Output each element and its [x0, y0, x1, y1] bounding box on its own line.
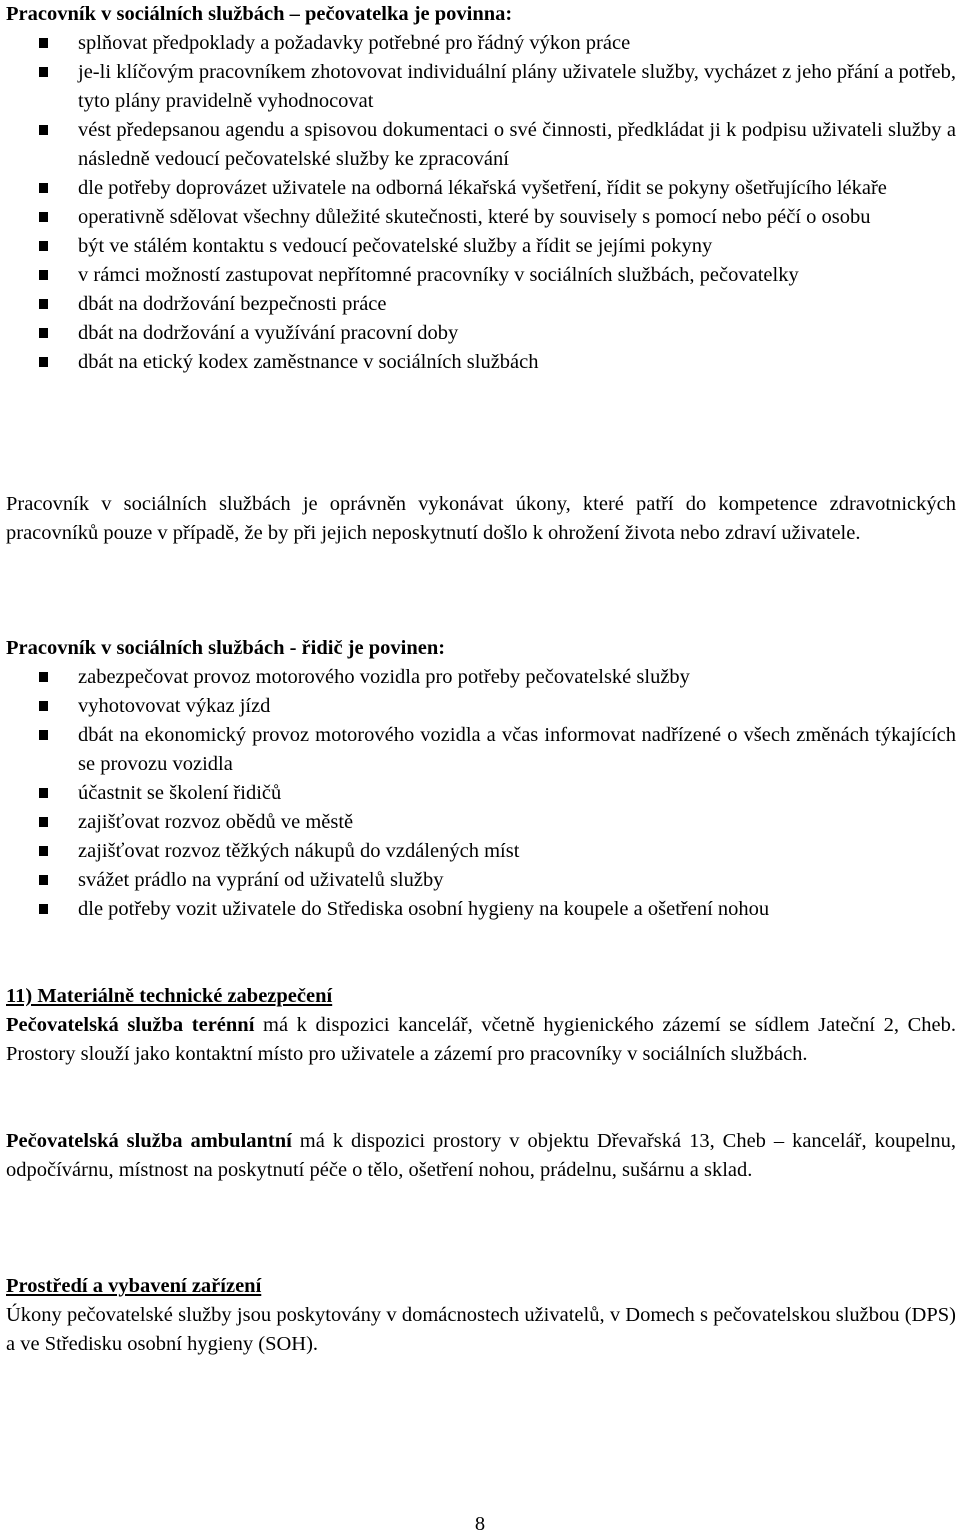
square-bullet-icon — [39, 701, 48, 711]
list-item-text: být ve stálém kontaktu s vedoucí pečovatelské služby a řídit se jejími pokyny — [78, 235, 713, 257]
competence-paragraph: Pracovník v sociálních službách je oprávněn vykonávat úkony, které patří do kompetence zdravotnických pracovníků pouze v případě, že by při jejich neposkytnutí došlo k ohrožení života nebo zdraví uživatele. — [6, 493, 956, 544]
list-item — [6, 866, 956, 895]
field-service-paragraph — [6, 1011, 956, 1069]
list-item-text: dbát na dodržování a využívání pracovní doby — [78, 322, 459, 344]
list-item — [6, 837, 956, 866]
list-item-text: splňovat předpoklady a požadavky potřebné pro řádný výkon práce — [78, 32, 631, 54]
square-bullet-icon — [39, 212, 48, 222]
square-bullet-icon — [39, 904, 48, 914]
field-service-label: Pečovatelská služba terénní — [6, 1014, 255, 1036]
list-item-text: dle potřeby vozit uživatele do Střediska osobní hygieny na koupele a ošetření nohou — [78, 898, 770, 920]
list-item-text: v rámci možností zastupovat nepřítomné pracovníky v sociálních službách, pečovatelky — [78, 264, 799, 286]
caregiver-duties-section — [6, 0, 956, 377]
list-item-text: dbát na dodržování bezpečnosti práce — [78, 293, 387, 315]
list-item-text: svážet prádlo na vyprání od uživatelů služby — [78, 869, 444, 891]
ambulant-service-paragraph — [6, 1127, 956, 1185]
square-bullet-icon — [39, 875, 48, 885]
list-item-text: účastnit se školení řidičů — [78, 782, 282, 804]
ambulant-service-block — [6, 1127, 956, 1185]
list-item — [6, 779, 956, 808]
list-item-text: zajišťovat rozvoz obědů ve městě — [78, 811, 354, 833]
list-item-text: vést předepsanou agendu a spisovou dokumentaci o své činnosti, předkládat ji k podpisu uživateli služby a následně vedoucí pečovatelské služby ke zpracování — [78, 119, 956, 170]
ambulant-service-text: má k dispozici prostory v objektu Dřevařská 13, Cheb – kancelář, koupelnu, odpočívárnu, místnost na poskytnutí péče o tělo, ošetření nohou, prádelnu, sušárnu a sklad. — [6, 1130, 956, 1181]
material-technical-heading: 11) Materiálně technické zabezpečení — [6, 985, 333, 1007]
list-item-text: dle potřeby doprovázet uživatele na odborná lékařská vyšetření, řídit se pokyny ošetřujícího lékaře — [78, 177, 887, 199]
page-number: 8 — [474, 1513, 486, 1535]
square-bullet-icon — [39, 730, 48, 740]
square-bullet-icon — [39, 672, 48, 682]
square-bullet-icon — [39, 67, 48, 77]
square-bullet-icon — [39, 183, 48, 193]
square-bullet-icon — [39, 357, 48, 367]
list-item-text: zabezpečovat provoz motorového vozidla pro potřeby pečovatelské služby — [78, 666, 690, 688]
caregiver-duties-list — [6, 29, 956, 377]
list-item — [6, 203, 956, 232]
list-item-text: dbát na ekonomický provoz motorového vozidla a včas informovat nadřízené o všech změnách týkajících se provozu vozidla — [78, 724, 956, 775]
list-item — [6, 808, 956, 837]
driver-duties-section — [6, 634, 956, 924]
environment-paragraph: Úkony pečovatelské služby jsou poskytovány v domácnostech uživatelů, v Domech s pečovatelskou službou (DPS) a ve Středisku osobní hygieny (SOH). — [6, 1304, 956, 1355]
list-item — [6, 58, 956, 116]
list-item — [6, 29, 956, 58]
square-bullet-icon — [39, 125, 48, 135]
list-item — [6, 692, 956, 721]
driver-duties-heading: Pracovník v sociálních službách - řidič je povinen: — [6, 637, 446, 659]
square-bullet-icon — [39, 817, 48, 827]
square-bullet-icon — [39, 241, 48, 251]
environment-heading: Prostředí a vybavení zařízení — [6, 1275, 262, 1297]
square-bullet-icon — [39, 299, 48, 309]
list-item — [6, 895, 956, 924]
list-item-text: operativně sdělovat všechny důležité skutečnosti, které by souvisely s pomocí nebo péčí o osobu — [78, 206, 871, 228]
list-item — [6, 261, 956, 290]
square-bullet-icon — [39, 788, 48, 798]
list-item-text: dbát na etický kodex zaměstnance v sociálních službách — [78, 351, 539, 373]
list-item — [6, 174, 956, 203]
list-item-text: vyhotovovat výkaz jízd — [78, 695, 271, 717]
square-bullet-icon — [39, 328, 48, 338]
field-service-text: má k dispozici kancelář, včetně hygienického zázemí se sídlem Jateční 2, Cheb. Prostory slouží jako kontaktní místo pro uživatele a zázemí pro pracovníky v sociálních službách. — [6, 1014, 957, 1065]
square-bullet-icon — [39, 270, 48, 280]
environment-section — [6, 1272, 956, 1359]
list-item-text: je-li klíčovým pracovníkem zhotovovat individuální plány uživatele služby, vycházet z jeho přání a potřeb, tyto plány pravidelně vyhodnocovat — [78, 61, 956, 112]
list-item — [6, 319, 956, 348]
list-item — [6, 663, 956, 692]
list-item — [6, 348, 956, 377]
square-bullet-icon — [39, 846, 48, 856]
ambulant-service-label: Pečovatelská služba ambulantní — [6, 1130, 292, 1152]
list-item — [6, 232, 956, 261]
square-bullet-icon — [39, 38, 48, 48]
driver-duties-list — [6, 663, 956, 924]
material-technical-section — [6, 982, 956, 1069]
list-item — [6, 116, 956, 174]
list-item — [6, 290, 956, 319]
list-item — [6, 721, 956, 779]
competence-paragraph-block — [6, 490, 956, 548]
list-item-text: zajišťovat rozvoz těžkých nákupů do vzdálených míst — [78, 840, 520, 862]
caregiver-duties-heading: Pracovník v sociálních službách – pečovatelka je povinna: — [6, 3, 513, 25]
